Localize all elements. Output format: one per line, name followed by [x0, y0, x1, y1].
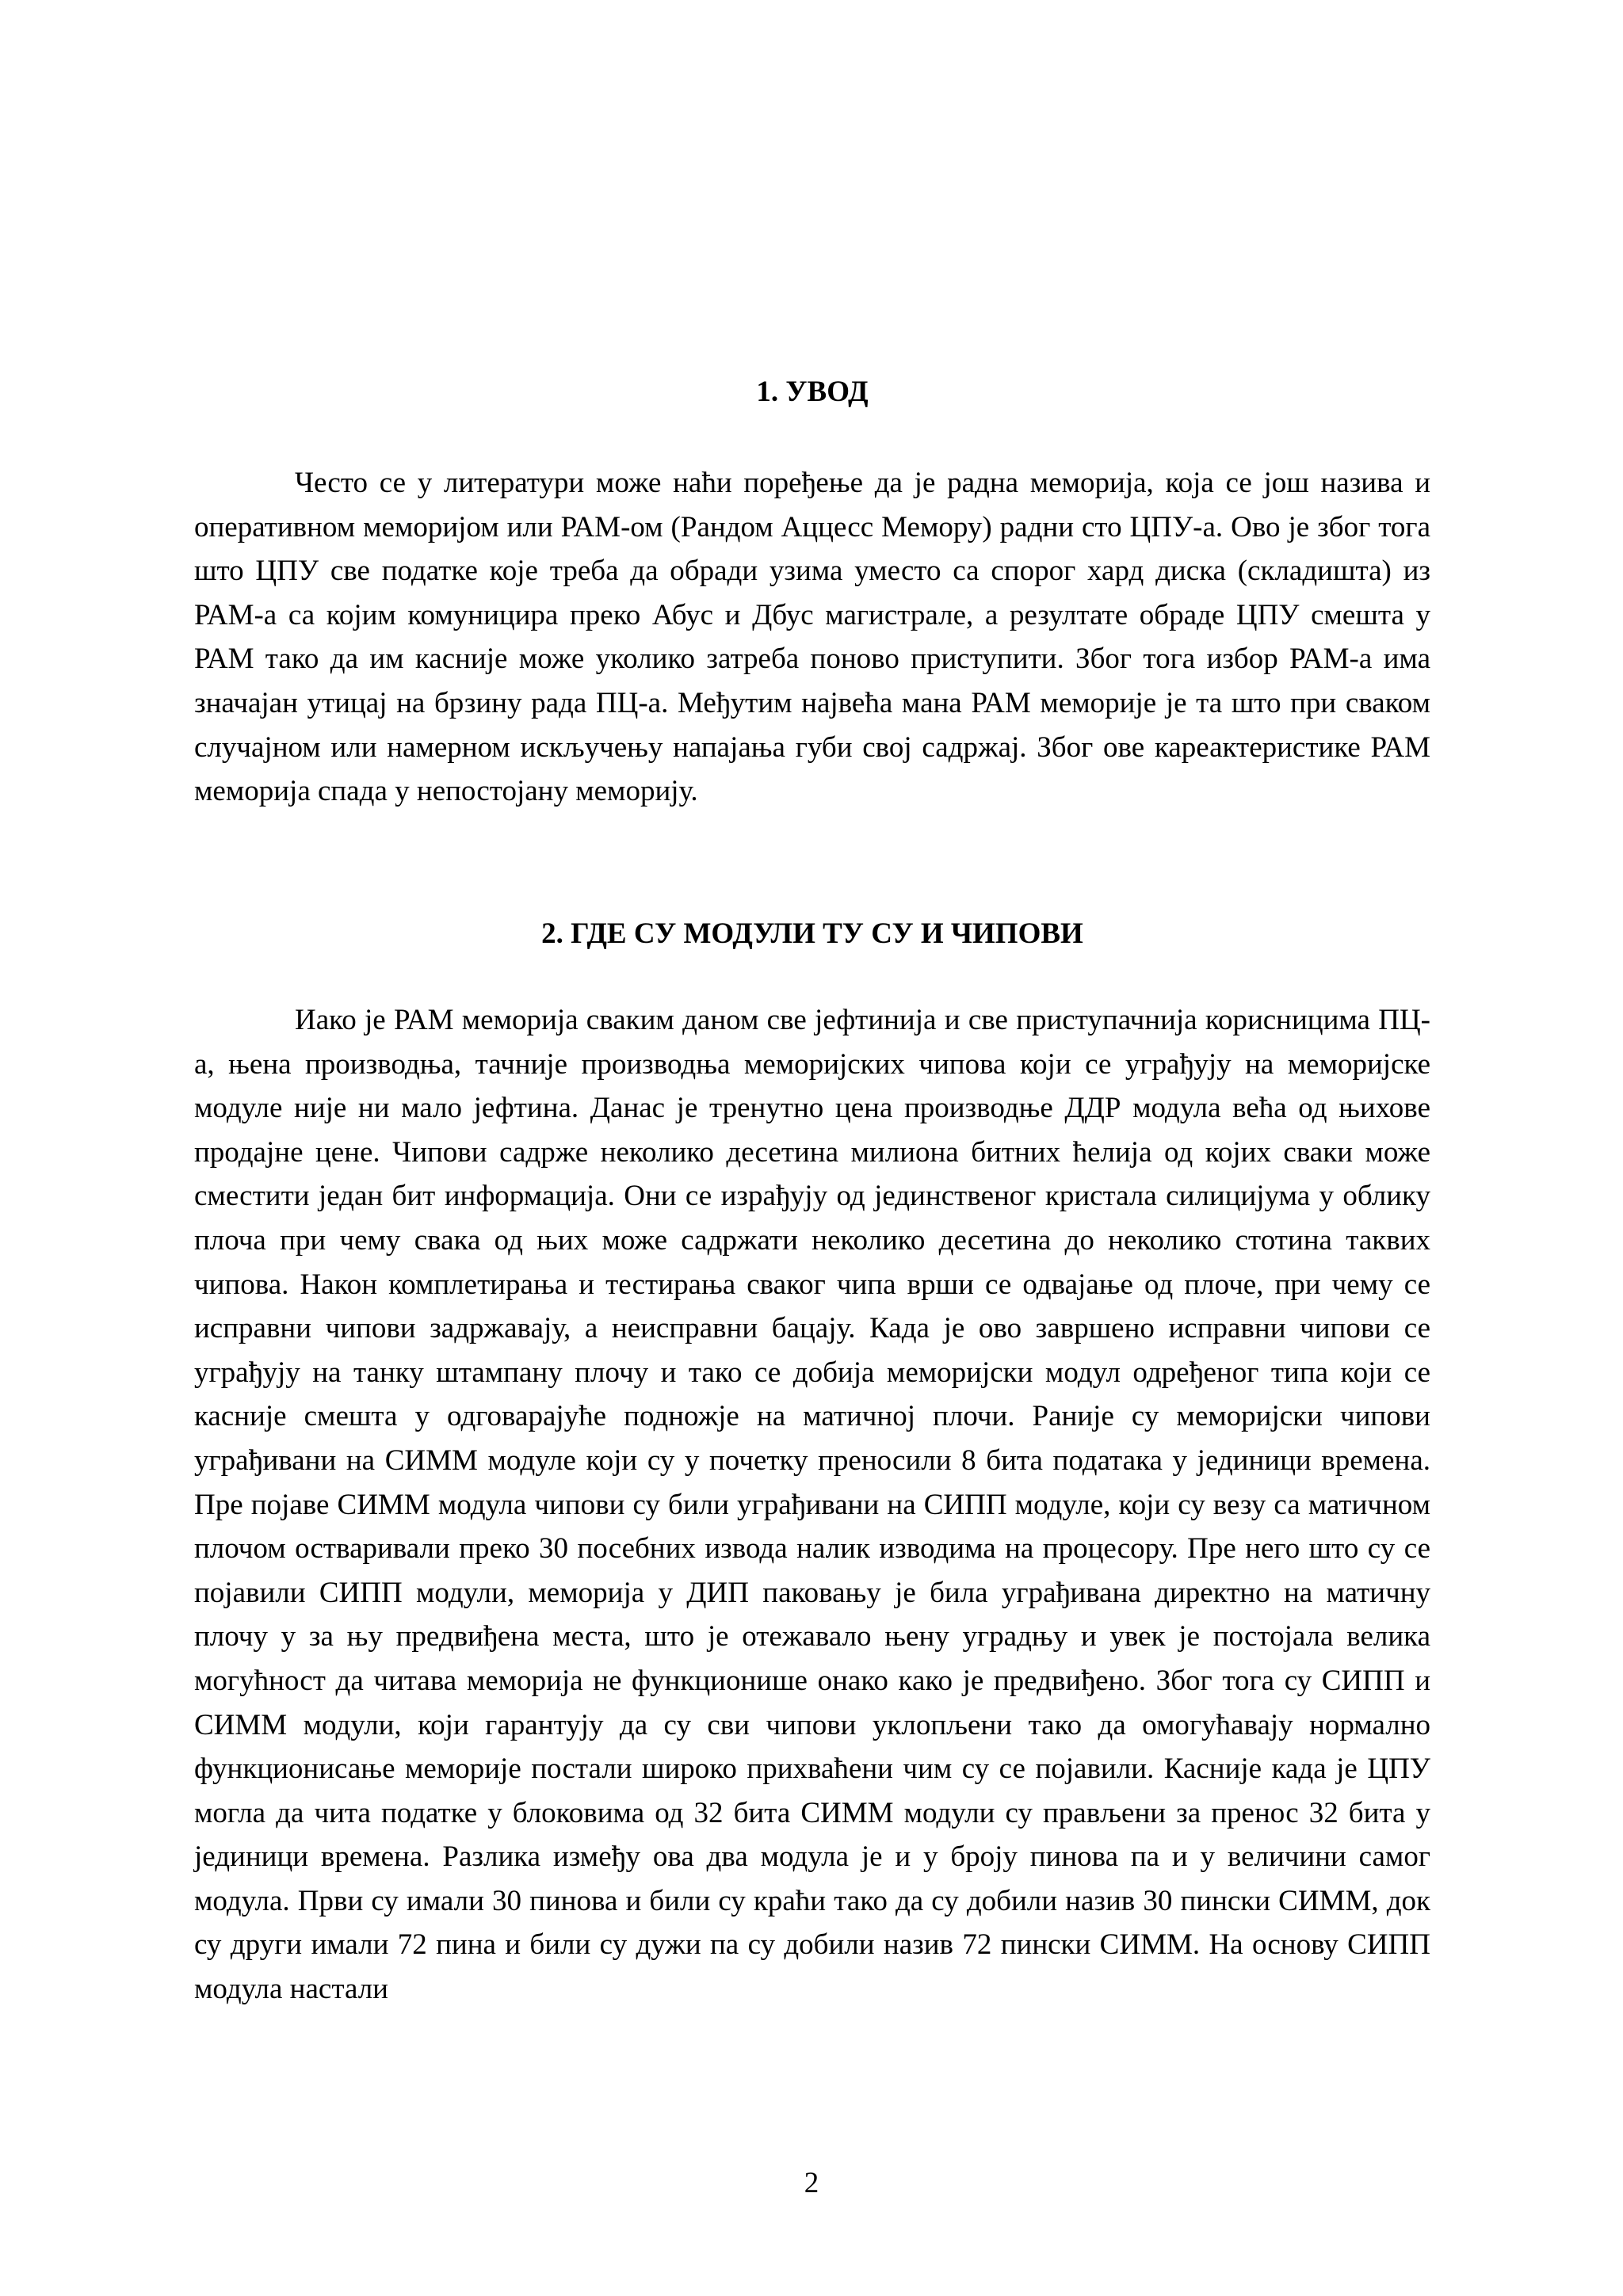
section-heading-introduction: 1. УВОД [756, 376, 869, 408]
section-heading-modules-and-chips: 2. ГДЕ СУ МОДУЛИ ТУ СУ И ЧИПОВИ [541, 917, 1083, 950]
section-paragraph-modules-and-chips: Иако је РАМ меморија сваким даном све јефтинија и све приступачнија корисницима ПЦ-а, њена производња, тачније производња меморијских чипова који се уграђују на меморијске модуле није ни мало јефтина. Данас је тренутно цена производње ДДР модула већа од њихове продајне цене. Чипови садрже неколико десетина милиона битних ћелија од којих сваки може сместити један бит информација. Они се израђују од јединственог кристала силицијума у облику плоча при чему свака од њих може садржати неколико десетина до неколико стотина таквих чипова. Након комплетирања и тестирања сваког чипа врши се одвајање од плоче, при чему се исправни чипови задржавају, а неисправни бацају. Када је ово завршено исправни чипови се уграђују на танку штампану плочу и тако се добија меморијски модул одређеног типа који се касније смешта у одговарајуће подножје на матичној плочи. Раније су меморијски чипови уграђивани на СИММ модуле који су у почетку преносили 8 бита података у јединици времена. Пре појаве СИММ модула чипови су били уграђивани на СИПП модуле, који су везу са матичном плочом остваривали преко 30 посебних извода налик изводима на процесору. Пре него што су се појавили СИПП модули, меморија у ДИП паковању је била уграђивана директно на матичну плочу у за њу предвиђена места, што је отежавало њену уградњу и увек је постојала велика могућност да читава меморија не функционише онако како је предвиђено. Због тога су СИПП и СИММ модули, који гарантују да су сви чипови уклопљени тако да омогућавају нормално функционисање меморије постали широко прихваћени чим су се појавили. Касније када је ЦПУ могла да чита податке у блоковима од 32 бита СИММ модули су прављени за пренос 32 бита у јединици времена. Разлика између ова два модула је и у броју пинова па и у величини самог модула. Први су имали 30 пинова и били су краћи тако да су добили назив 30 пински СИММ, док су други имали 72 пина и били су дужи па су добили назив 72 пински СИММ. На основу СИПП модула настали [194, 1004, 1430, 2006]
section-paragraph-introduction: Често се у литератури може наћи поређење да је радна меморија, која се још назива и оперативном меморијом или РАМ-ом (Рандом Аццесс Мемору) радни сто ЦПУ-а. Ово је због тога што ЦПУ све податке које треба да обради узима уместо са спорог хард диска (складишта) из РАМ-а са којим комуницира преко Абус и Дбус магистрале, а резултате обраде ЦПУ смешта у РАМ тако да им касније може уколико затреба поново приступити. Због тога избор РАМ-а има значајан утицај на брзину рада ПЦ-а. Међутим највећа мана РАМ меморије је та што при сваком случајном или намерном искључењу напајања губи свој садржај. Због ове кареактеристике РАМ меморија спада у непостојану меморију. [194, 467, 1430, 808]
page-number: 2 [804, 2167, 819, 2199]
